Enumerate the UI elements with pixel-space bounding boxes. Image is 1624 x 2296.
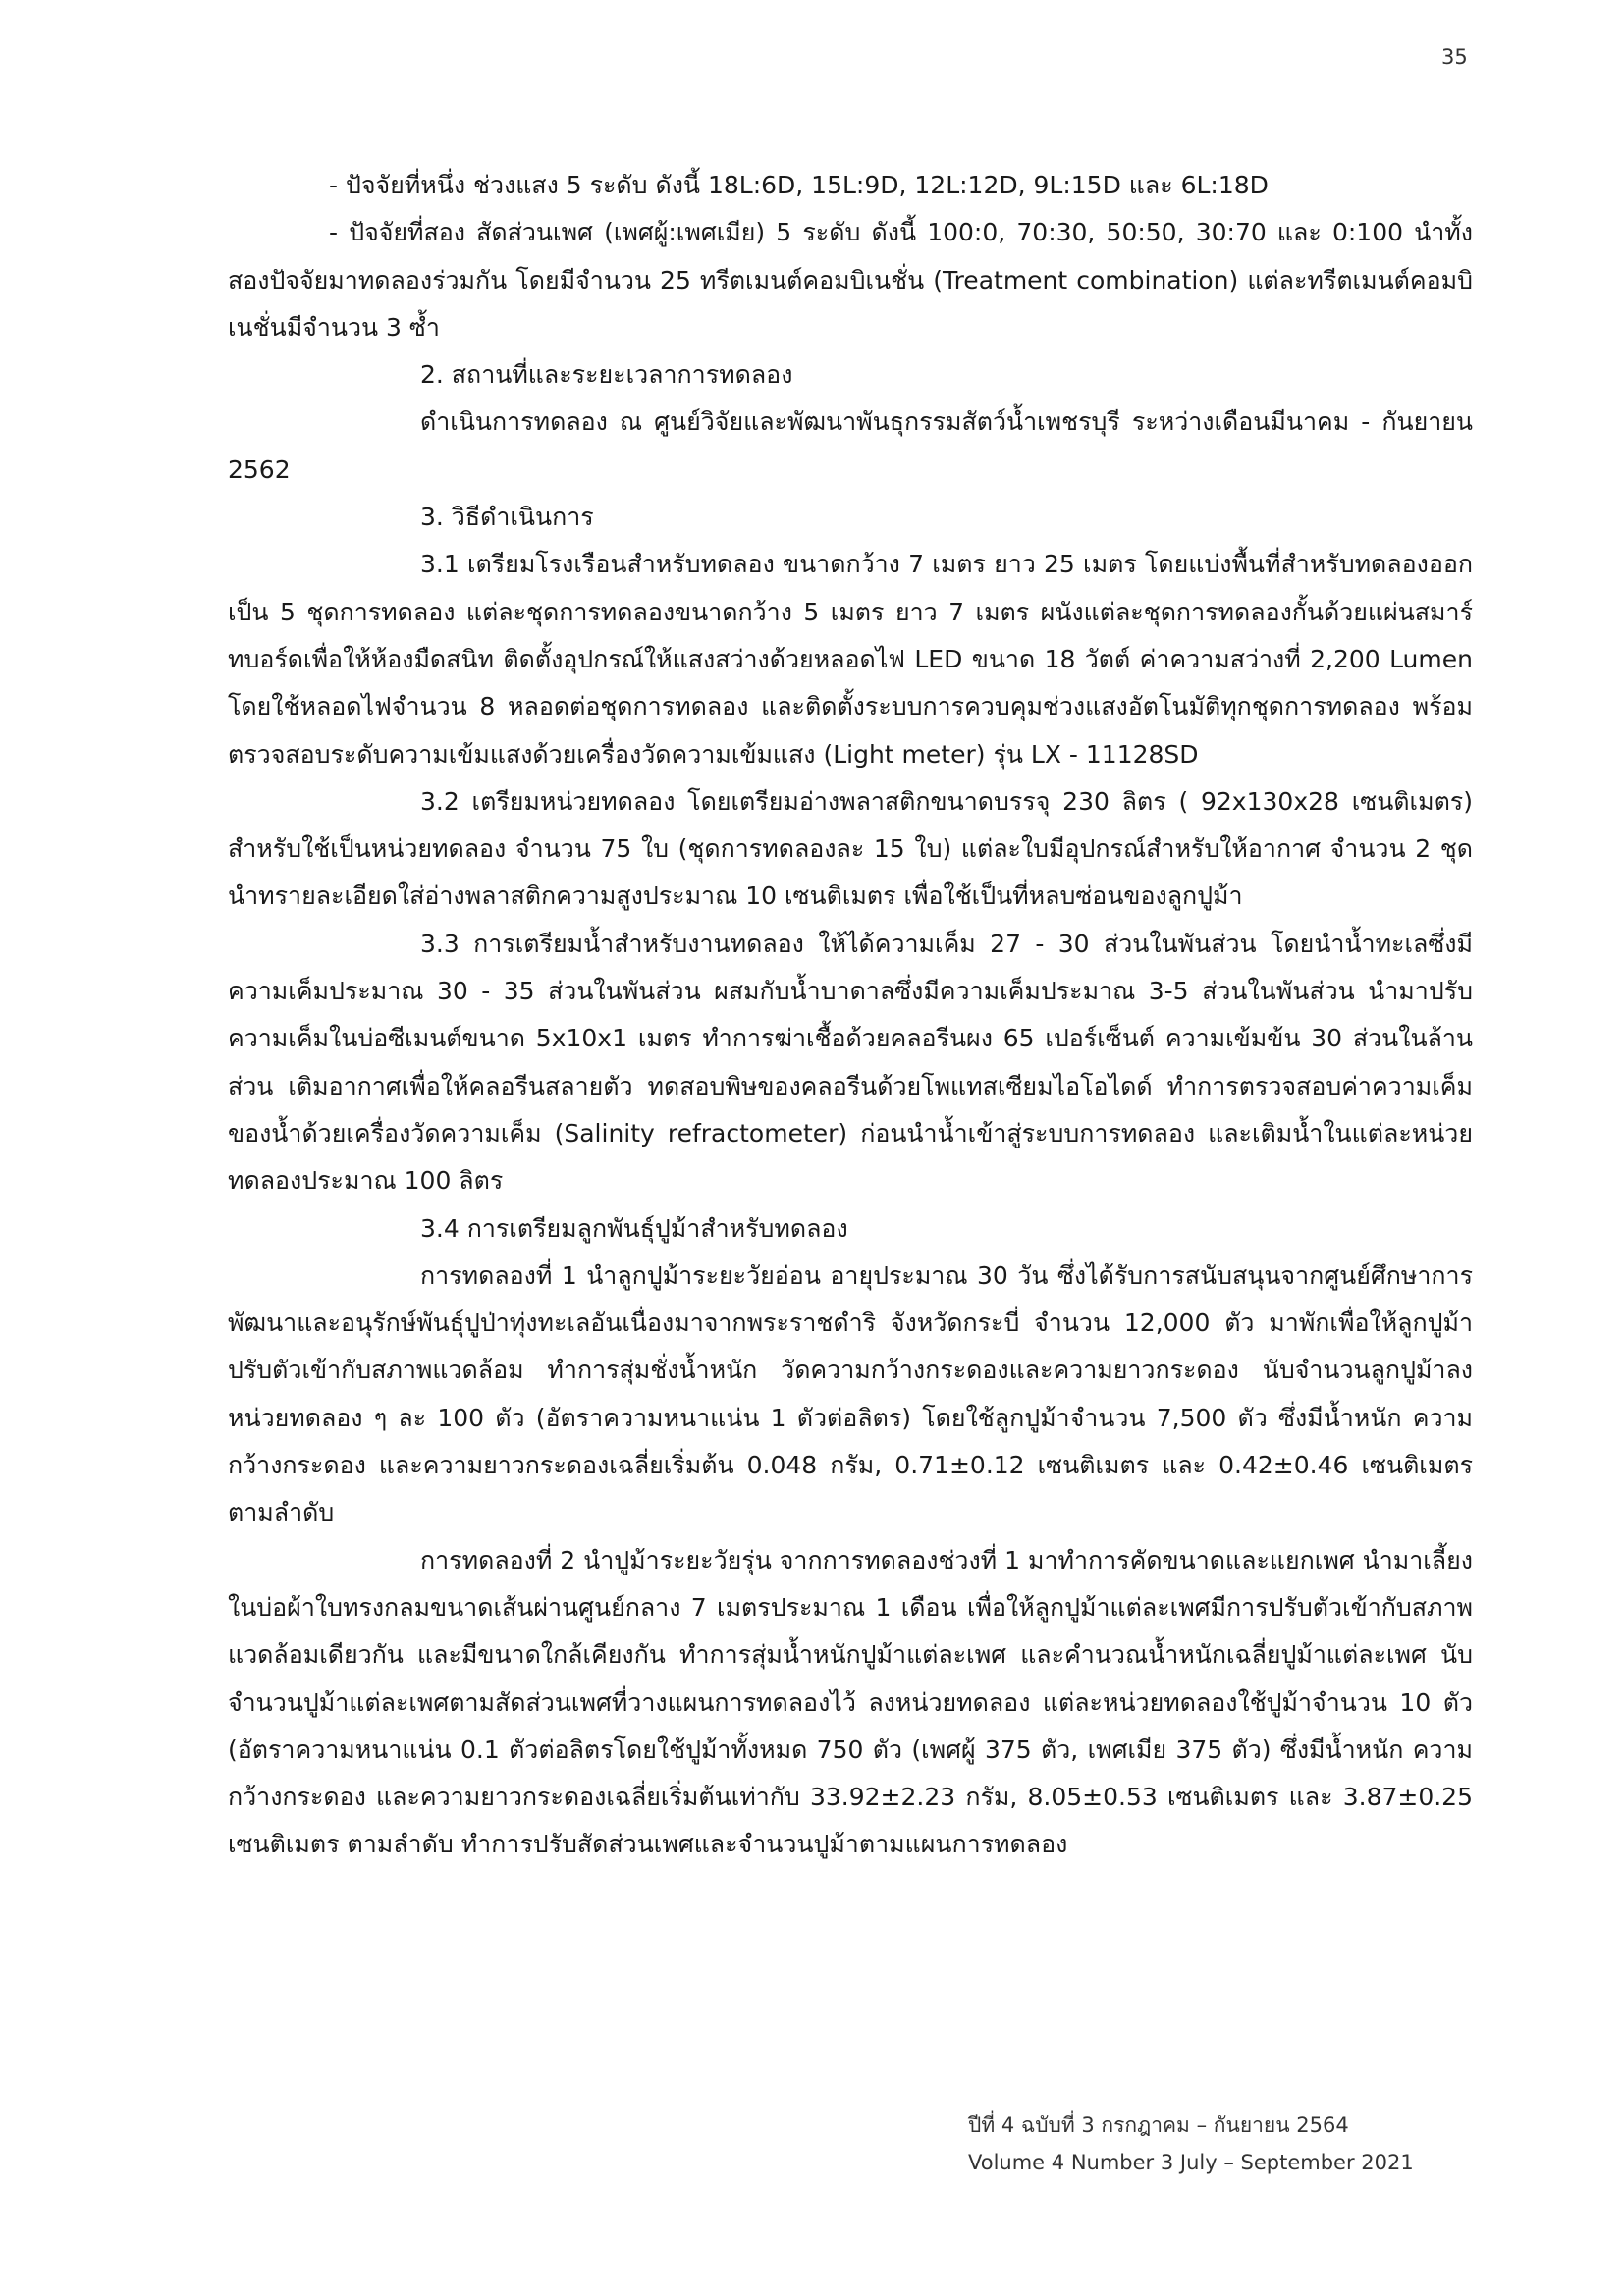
footer-english: Volume 4 Number 3 July – September 2021: [968, 2151, 1414, 2174]
paragraph: 3.1 เตรียมโรงเรือนสำหรับทดลอง ขนาดกว้าง 7 เมตร ยาว 25 เมตร โดยแบ่งพื้นที่สำหรับทดลองออกเป็น 5 ชุดการทดลอง แต่ละชุดการทดลองขนาดกว้าง 5 เมตร ยาว 7 เมตร ผนังแต่ละชุดการทดลองกั้นด้วยแผ่นสมาร์ทบอร์ดเพื่อให้ห้องมืดสนิท ติดตั้งอุปกรณ์ให้แสงสว่างด้วยหลอดไฟ LED ขนาด 18 วัตต์ ค่าความสว่างที่ 2,200 Lumen โดยใช้หลอดไฟจำนวน 8 หลอดต่อชุดการทดลอง และติดตั้งระบบการควบคุมช่วงแสงอัตโนมัติทุกชุดการทดลอง พร้อมตรวจสอบระดับความเข้มแสงด้วยเครื่องวัดความเข้มแสง (Light meter) รุ่น LX - 11128SD: [228, 550, 1473, 769]
body-text: [228, 162, 1473, 1869]
page-number: 35: [1441, 45, 1468, 69]
section-heading: 2. สถานที่และระยะเวลาการทดลอง: [420, 360, 793, 390]
paragraph: - ปัจจัยที่สอง สัดส่วนเพศ (เพศผู้:เพศเมีย) 5 ระดับ ดังนี้ 100:0, 70:30, 50:50, 30:70 และ 0:100 นำทั้งสองปัจจัยมาทดลองร่วมกัน โดยมีจำนวน 25 ทรีตเมนต์คอมบิเนชั่น (Treatment combination) แต่ละทรีตเมนต์คอมบิเนชั่นมีจำนวน 3 ซ้ำ: [228, 218, 1473, 342]
paragraph: - ปัจจัยที่หนึ่ง ช่วงแสง 5 ระดับ ดังนี้ 18L:6D, 15L:9D, 12L:12D, 9L:15D และ 6L:18D: [329, 171, 1269, 199]
footer: [968, 2107, 1414, 2181]
paragraph: การทดลองที่ 2 นำปูม้าระยะวัยรุ่น จากการทดลองช่วงที่ 1 มาทำการคัดขนาดและแยกเพศ นำมาเลี้ยงในบ่อผ้าใบทรงกลมขนาดเส้นผ่านศูนย์กลาง 7 เมตรประมาณ 1 เดือน เพื่อให้ลูกปูม้าแต่ละเพศมีการปรับตัวเข้ากับสภาพแวดล้อมเดียวกัน และมีขนาดใกล้เคียงกัน ทำการสุ่มน้ำหนักปูม้าแต่ละเพศ และคำนวณน้ำหนักเฉลี่ยปูม้าแต่ละเพศ นับจำนวนปูม้าแต่ละเพศตามสัดส่วนเพศที่วางแผนการทดลองไว้ ลงหน่วยทดลอง แต่ละหน่วยทดลองใช้ปูม้าจำนวน 10 ตัว (อัตราความหนาแน่น 0.1 ตัวต่อลิตรโดยใช้ปูม้าทั้งหมด 750 ตัว (เพศผู้ 375 ตัว, เพศเมีย 375 ตัว) ซึ่งมีน้ำหนัก ความกว้างกระดอง และความยาวกระดองเฉลี่ยเริ่มต้นเท่ากับ 33.92±2.23 กรัม, 8.05±0.53 เซนติเมตร และ 3.87±0.25 เซนติเมตร ตามลำดับ ทำการปรับสัดส่วนเพศและจำนวนปูม้าตามแผนการทดลอง: [228, 1545, 1473, 1859]
section-heading: 3. วิธีดำเนินการ: [420, 503, 594, 532]
paragraph: ดำเนินการทดลอง ณ ศูนย์วิจัยและพัฒนาพันธุกรรมสัตว์น้ำเพชรบุรี ระหว่างเดือนมีนาคม - กันยายน 2562: [228, 407, 1473, 484]
paragraph: 3.3 การเตรียมน้ำสำหรับงานทดลอง ให้ได้ความเค็ม 27 - 30 ส่วนในพันส่วน โดยนำน้ำทะเลซึ่งมีความเค็มประมาณ 30 - 35 ส่วนในพันส่วน ผสมกับน้ำบาดาลซึ่งมีความเค็มประมาณ 3-5 ส่วนในพันส่วน นำมาปรับความเค็มในบ่อซีเมนต์ขนาด 5x10x1 เมตร ทำการฆ่าเชื้อด้วยคลอรีนผง 65 เปอร์เซ็นต์ ความเข้มข้น 30 ส่วนในล้านส่วน เติมอากาศเพื่อให้คลอรีนสลายตัว ทดสอบพิษของคลอรีนด้วยโพแทสเซียมไอโอไดด์ ทำการตรวจสอบค่าความเค็มของน้ำด้วยเครื่องวัดความเค็ม (Salinity refractometer) ก่อนนำน้ำเข้าสู่ระบบการทดลอง และเติมน้ำในแต่ละหน่วยทดลองประมาณ 100 ลิตร: [228, 929, 1473, 1196]
paragraph: การทดลองที่ 1 นำลูกปูม้าระยะวัยอ่อน อายุประมาณ 30 วัน ซึ่งได้รับการสนับสนุนจากศูนย์ศึกษาการพัฒนาและอนุรักษ์พันธุ์ปูป่าทุ่งทะเลอันเนื่องมาจากพระราชดำริ จังหวัดกระบี่ จำนวน 12,000 ตัว มาพักเพื่อให้ลูกปูม้าปรับตัวเข้ากับสภาพแวดล้อม ทำการสุ่มชั่งน้ำหนัก วัดความกว้างกระดองและความยาวกระดอง นับจำนวนลูกปูม้าลงหน่วยทดลอง ๆ ละ 100 ตัว (อัตราความหนาแน่น 1 ตัวต่อลิตร) โดยใช้ลูกปูม้าจำนวน 7,500 ตัว ซึ่งมีน้ำหนัก ความกว้างกระดอง และความยาวกระดองเฉลี่ยเริ่มต้น 0.048 กรัม, 0.71±0.12 เซนติเมตร และ 0.42±0.46 เซนติเมตรตามลำดับ: [228, 1260, 1473, 1527]
subsection-heading: 3.4 การเตรียมลูกพันธุ์ปูม้าสำหรับทดลอง: [420, 1213, 848, 1243]
paragraph: 3.2 เตรียมหน่วยทดลอง โดยเตรียมอ่างพลาสติกขนาดบรรจุ 230 ลิตร ( 92x130x28 เซนติเมตร) สำหรับใช้เป็นหน่วยทดลอง จำนวน 75 ใบ (ชุดการทดลองละ 15 ใบ) แต่ละใบมีอุปกรณ์สำหรับให้อากาศ จำนวน 2 ชุด นำทรายละเอียดใส่อ่างพลาสติกความสูงประมาณ 10 เซนติเมตร เพื่อใช้เป็นที่หลบซ่อนของลูกปูม้า: [228, 786, 1473, 911]
footer-thai: ปีที่ 4 ฉบับที่ 3 กรกฎาคม – กันยายน 2564: [968, 2113, 1349, 2137]
